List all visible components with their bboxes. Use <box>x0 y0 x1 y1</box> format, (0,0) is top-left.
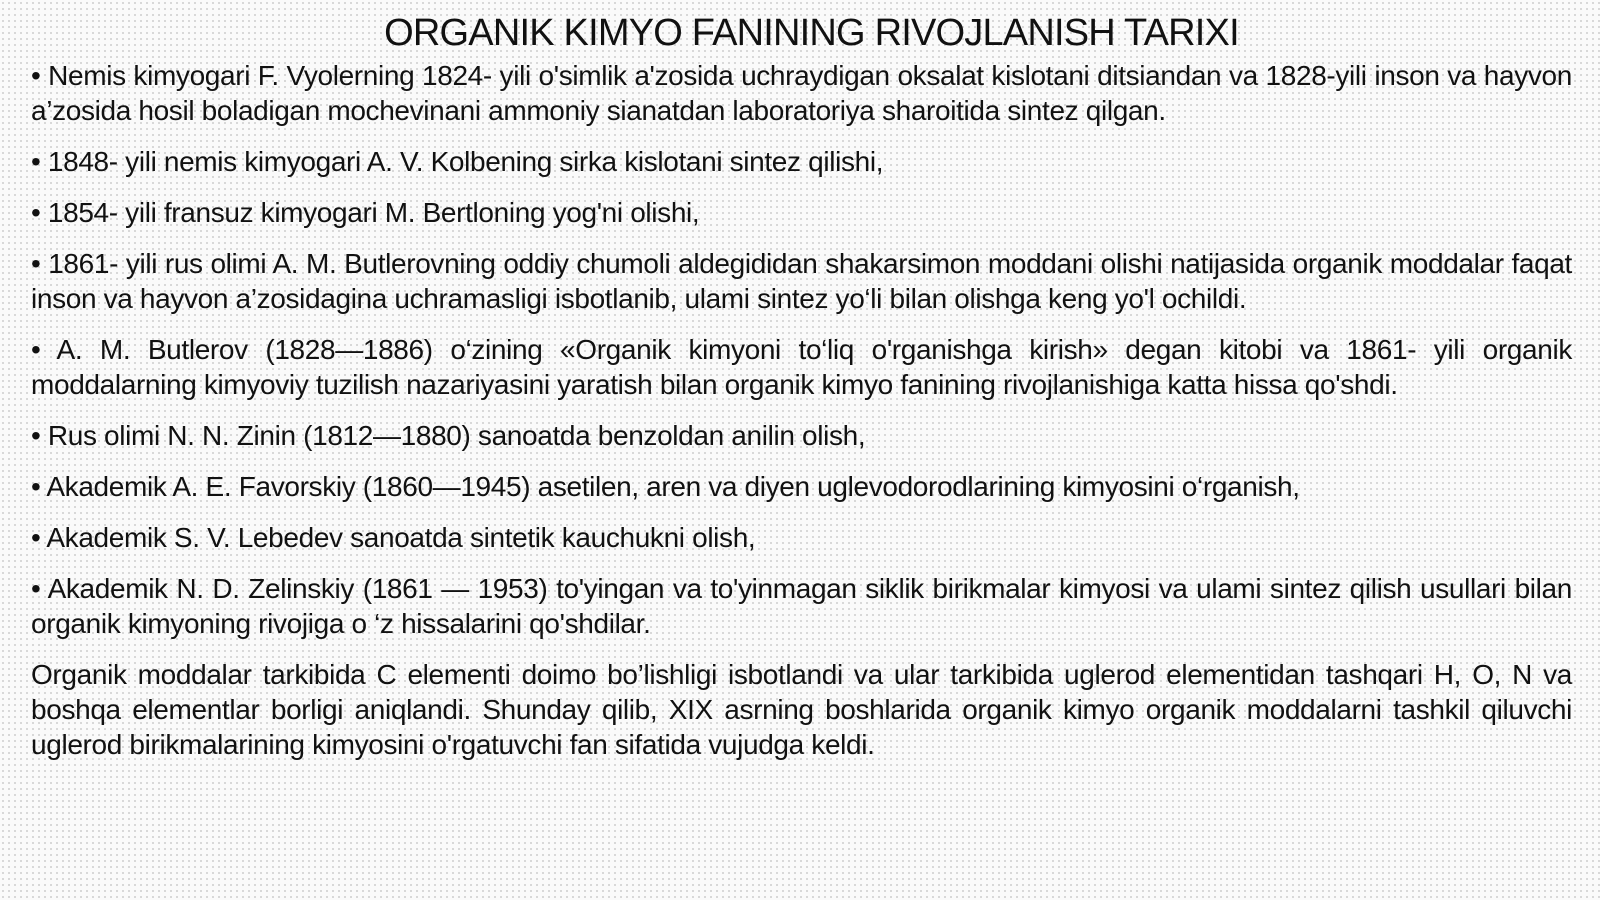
paragraph-butlerov-1861: • 1861- yili rus olimi A. M. Butlerovning oddiy chumoli aldegididan shakarsimon moddani olishi natijasida organik moddalar faqat inson va hayvon a’zosidagina uchramasligi isbotlanib, ulami sintez yo‘li bilan olishga keng yo'l ochildi. <box>31 248 1572 314</box>
paragraph-lebedev: • Akademik S. V. Lebedev sanoatda sintetik kauchukni olish, <box>31 522 756 553</box>
paragraph-conclusion: Organik moddalar tarkibida C elementi doimo bo’lishligi isbotlandi va ular tarkibida uglerod elementidan tashqari H, O, N va boshqa elementlar borligi aniqlandi. Shunday qilib, XIX asrning boshlarida organik kimyo organik moddalarni tashkil qiluvchi uglerod birikmalarining kimyosini o'rgatuvchi fan sifatida vujudga keldi. <box>31 659 1572 760</box>
paragraph-favorskiy: • Akademik A. E. Favorskiy (1860—1945) asetilen, aren va diyen uglevodorodlarining kimyosini o‘rganish, <box>31 471 1300 502</box>
paragraph-wohler: • Nemis kimyogari F. Vyolerning 1824- yili o'simlik a'zosida uchraydigan oksalat kislotani ditsiandan va 1828-yili inson va hayvon a’zosida hosil boladigan mochevinani ammoniy sianatdan laboratoriya sharoitida sintez qilgan. <box>31 60 1572 126</box>
paragraph-berthelot: • 1854- yili fransuz kimyogari M. Bertloning yog'ni olishi, <box>31 197 700 228</box>
paragraph-zinin: • Rus olimi N. N. Zinin (1812—1880) sanoatda benzoldan anilin olish, <box>31 420 866 451</box>
paragraph-zelinskiy: • Akademik N. D. Zelinskiy (1861 — 1953) to'yingan va to'yinmagan siklik birikmalar kimyosi va ulami sintez qilish usullari bilan organik kimyoning rivojiga o ‘z hissalarini qo'shdilar. <box>31 573 1572 639</box>
paragraph-butlerov-theory: • A. M. Butlerov (1828—1886) o‘zining «Organik kimyoni to‘liq o'rganishga kirish» degan kitobi va 1861- yili organik moddalarning kimyoviy tuzilish nazariyasini yaratish bilan organik kimyo fanining rivojlanishiga katta hissa qo'shdi. <box>31 334 1572 400</box>
slide-title: ORGANIK KIMYO FANINING RIVOJLANISH TARIXI <box>384 12 1239 54</box>
paragraph-kolbe: • 1848- yili nemis kimyogari A. V. Kolbening sirka kislotani sintez qilishi, <box>31 146 884 177</box>
slide-content <box>31 58 1572 762</box>
